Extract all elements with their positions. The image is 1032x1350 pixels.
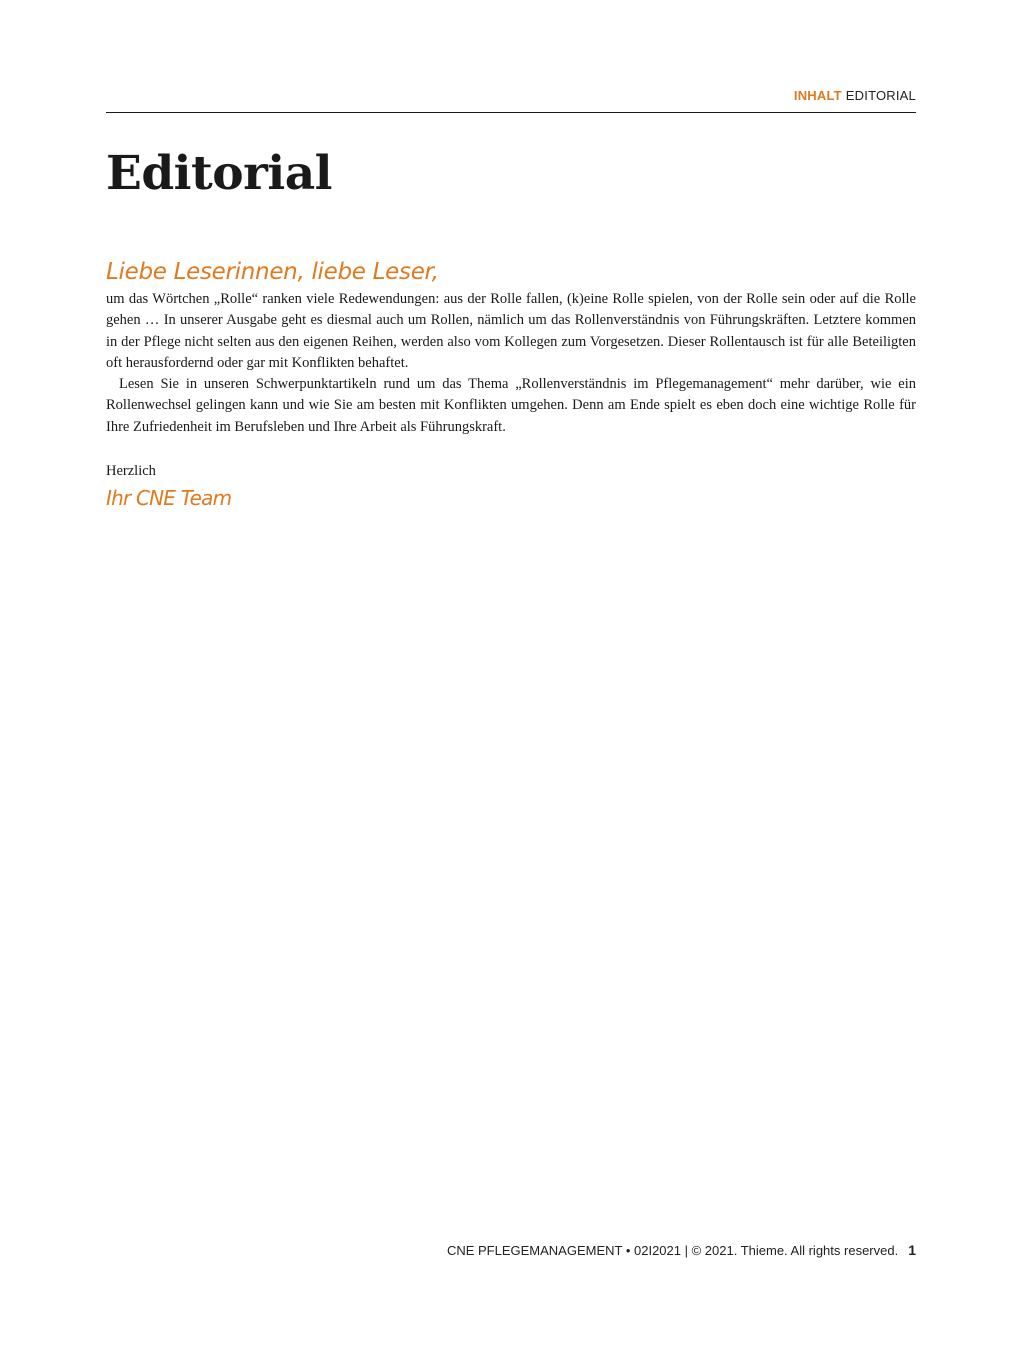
- page-footer: [447, 1240, 916, 1261]
- running-head: [794, 88, 916, 103]
- body-paragraph-2: Lesen Sie in unseren Schwerpunktartikeln rund um das Thema „Rollenverständnis im Pflegemanagement“ mehr darüber, wie ein Rollenwechsel gelingen kann und wie Sie am besten mit Konflikten umgehen. Denn am Ende spielt es eben doch eine wichtige Rolle für Ihre Zufriedenheit im Berufsleben und Ihre Arbeit als Führungskraft.: [106, 376, 916, 435]
- page-title: Editorial: [106, 146, 333, 201]
- body-paragraph-1: um das Wörtchen „Rolle“ ranken viele Redewendungen: aus der Rolle fallen, (k)eine Rolle spielen, von der Rolle sein oder auf die Rolle gehen … In unserer Ausgabe geht es diesmal auch um Rollen, nämlich um das Rollenverständnis von Führungskräften. Letztere kommen in der Pflege nicht selten aus den eigenen Reihen, werden also vom Kollegen zum Vorgesetzen. Dieser Rollentausch ist für alle Beteiligten oft herausfordernd oder gar mit Konflikten behaftet.: [106, 291, 916, 371]
- salutation: Liebe Leserinnen, liebe Leser,: [106, 259, 439, 285]
- signature: Ihr CNE Team: [106, 486, 232, 510]
- running-head-subsection: EDITORIAL: [845, 88, 916, 103]
- footer-text: CNE PFLEGEMANAGEMENT • 02I2021 | © 2021. Thieme. All rights reserved.: [446, 1243, 899, 1258]
- running-head-section: INHALT: [793, 88, 842, 103]
- header-rule: [106, 112, 916, 113]
- article-body: [106, 289, 916, 438]
- page-number: 1: [908, 1242, 916, 1258]
- document-page: [106, 0, 916, 1350]
- closing-text: Herzlich: [106, 463, 156, 479]
